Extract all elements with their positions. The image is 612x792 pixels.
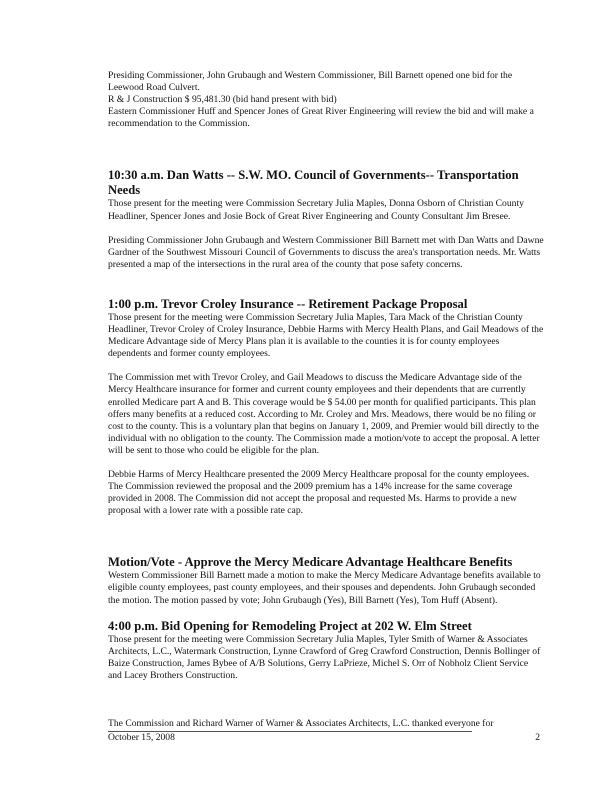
section-heading-motion: Motion/Vote - Approve the Mercy Medicare Advantage Healthcare Benefits (108, 555, 513, 570)
attendees-paragraph: Those present for the meeting were Commission Secretary Julia Maples, Tyler Smith of Warner & Associates Architects, L.C., Watermark Construction, Lynne Crawford of Greg Crawford Construction, Dennis Bollinger of Baize Construction, James Bybee of A/B Solutions, Gerry LaPrieze, Michel S. Orr of Nobholz Client Service and Lacey Brothers Construction. (108, 633, 541, 681)
section-heading-trevor-croley: 1:00 p.m. Trevor Croley Insurance -- Retirement Package Proposal (108, 296, 468, 311)
spacer (108, 223, 544, 235)
spacer (108, 130, 544, 168)
intro-paragraph-3: Eastern Commissioner Huff and Spencer Jones of Great River Engineering will review the bid and will make a recommendation to the Commission. (108, 106, 534, 130)
intro-paragraph-1: Presiding Commissioner, John Grubaugh and Western Commissioner, Bill Barnett opened one bid for the Leewood Road Culvert. (108, 70, 513, 94)
page-number: 2 (535, 732, 540, 744)
spacer (108, 271, 544, 297)
proposal-paragraph: Debbie Harms of Mercy Healthcare presented the 2009 Mercy Healthcare proposal for the county employees. The Commission reviewed the proposal and the 2009 premium has a 14% increase for the same coverage provided in 2008. The Commission did not accept the proposal and requested Ms. Harms to provide a new proposal with a lower rate with a possible rate cap. (108, 468, 530, 517)
spacer (108, 607, 544, 619)
attendees-paragraph: Those present for the meeting were Commission Secretary Julia Maples, Tara Mack of the Christian County Headliner, Trevor Croley of Croley Insurance, Debbie Harms with Mercy Health Plans, and Gail Meadows of the Medicare Advantage side of Mercy Plans plan it is available to the counties it is for county employees dependents and former county employees. (108, 311, 544, 360)
spacer (108, 457, 544, 469)
spacer (108, 360, 544, 372)
closing-line: The Commission and Richard Warner of Warner & Associates Architects, L.C. thanked everyone for (108, 718, 494, 729)
meeting-paragraph: The Commission met with Trevor Croley, and Gail Meadows to discuss the Medicare Advantage side of the Mercy Healthcare insurance for former and current county employees and their dependents that are currently enrolled Medicare part A and B. This coverage would be $ 54.00 per month for qualified participants. This plan offers many benefits at a reduced cost. According to Mr. Croley and Mrs. Meadows, there would be no filing or cost to the county. This is a voluntary plan that begins on January 1, 2009, and Premier would bill directly to the individual with no obligation to the county. The Commission made a motion/vote to accept the proposal. A letter will be sent to those who could be eligible for the plan. (108, 372, 540, 456)
motion-paragraph: Western Commissioner Bill Barnett made a motion to make the Mercy Medicare Advantage benefits available to eligible county employees, past county employees, and their spouses and dependents. John Grubaugh seconded the motion. The motion passed by vote; John Grubaugh (Yes), Bill Barnett (Yes), Tom Huff (Absent). (108, 570, 541, 606)
page-footer (108, 718, 544, 744)
section-heading-bid-opening: 4:00 p.m. Bid Opening for Remodeling Project at 202 W. Elm Street (108, 618, 472, 633)
meeting-paragraph: Presiding Commissioner John Grubaugh and Western Commissioner Bill Barnett met with Dan Watts and Dawne Gardner of the Southwest Missouri Council of Governments to discuss the area's transportation needs. Mr. Watts presented a map of the intersections in the rural area of the county that pose safety concerns. (108, 234, 544, 270)
attendees-paragraph: Those present for the meeting were Commission Secretary Julia Maples, Donna Osborn of Christian County Headliner, Spencer Jones and Josie Bock of Great River Engineering and County Consultant Jim Bresee. (108, 198, 524, 222)
footer-date: October 15, 2008 (108, 732, 175, 744)
spacer (108, 517, 544, 555)
footer-row (108, 732, 544, 744)
document-body (108, 70, 544, 682)
intro-bid-line: R & J Construction $ 95,481.30 (bid hand present with bid) (108, 94, 337, 106)
section-heading-dan-watts: 10:30 a.m. Dan Watts -- S.W. MO. Council of Governments-- Transportation Needs (108, 168, 519, 198)
